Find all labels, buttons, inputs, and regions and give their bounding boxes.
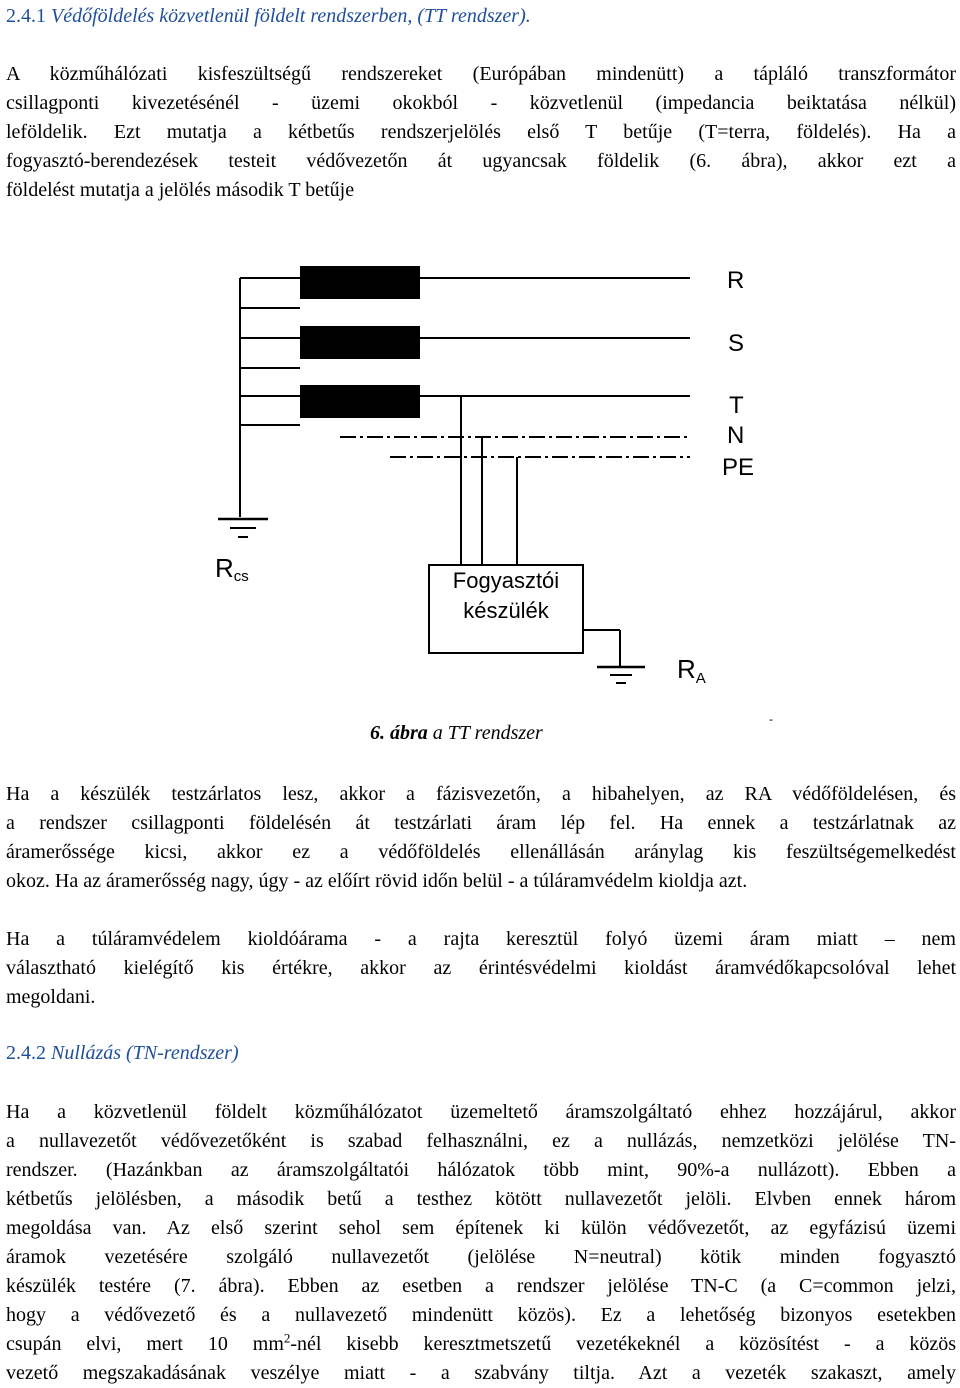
section-number: 2.4.2 — [6, 1042, 46, 1064]
section-heading-2-4-1 — [6, 5, 531, 28]
rcs-label-main: R — [215, 553, 234, 583]
text-line: választható kielégítő kis értékre, akkor az érintésvédelmi kioldást áramvédőkapcsolóval lehet — [6, 957, 956, 979]
text-line: áramok vezetésére szolgáló nullavezetőt (jelölése N=neutral) kötik minden fogyasztó — [6, 1246, 956, 1268]
text-line: A közműhálózati kisfeszültségű rendszereket (Európában mindenütt) a tápláló transzformátor — [6, 63, 956, 85]
transformer-winding — [300, 326, 420, 359]
ra-label-main: R — [677, 654, 696, 684]
text-line: megoldani. — [6, 986, 96, 1008]
device-label-line1: Fogyasztói — [452, 568, 560, 593]
device-label-line2: készülék — [463, 598, 549, 623]
section-number: 2.4.1 — [6, 5, 46, 27]
figure-caption-text: a TT rendszer — [427, 722, 543, 744]
conductor-label-n: N — [727, 422, 745, 449]
text-line: megoldása van. Az első szerint sehol sem építenek ki külön védővezetőt, az egyfázisú üzemi — [6, 1217, 956, 1239]
text-line: fogyasztó-berendezések testeit védővezetőn át ugyancsak földelik (6. ábra), akkor ezt a — [6, 150, 956, 172]
superscript: 2 — [283, 1330, 291, 1346]
text-line: leföldelik. Ezt mutatja a kétbetűs rendszerjelölés első T betűje (T=terra, földelés). Ha a — [6, 121, 956, 143]
text-line: Ha a túláramvédelem kioldóárama - a rajta keresztül folyó üzemi áram miatt – nem — [6, 928, 956, 950]
rcs-label-sub: cs — [233, 568, 249, 585]
text-line: Ha a közvetlenül földelt közműhálózatot üzemeltető áramszolgáltató ehhez hozzájárul, akkor — [6, 1101, 956, 1123]
text-line: vezető megszakadásának veszélye miatt - a szabvány tiltja. Azt a vezeték szakaszt, amely — [6, 1362, 956, 1384]
text-line: rendszer. (Hazánkban az áramszolgáltatói hálózatok több mint, 90%-a nullázott). Ebben a — [6, 1159, 956, 1181]
rcd-paragraph — [6, 925, 956, 1012]
text-line: földelést mutatja a jelölés második T betűje — [6, 179, 355, 201]
rcs-label — [215, 553, 249, 585]
conductor-label-r: R — [727, 267, 745, 294]
text-line: készülék testére (7. ábra). Ebben az esetben a rendszer jelölése TN-C (a C=common jelzi, — [6, 1275, 956, 1297]
figure-caption-number: 6. ábra — [370, 722, 428, 744]
text-line: Ha a készülék testzárlatos lesz, akkor a fázisvezetőn, a hibahelyen, az RA védőföldelésen, és — [6, 783, 956, 805]
text-line: a nullavezetőt védővezetőként is szabad felhasználni, ez a nullázás, nemzetközi jelölése TN- — [6, 1130, 956, 1152]
ra-label — [677, 654, 706, 687]
section-title: Nullázás (TN-rendszer) — [51, 1042, 239, 1064]
section-heading-2-4-2 — [6, 1042, 239, 1065]
tt-system-diagram — [200, 255, 800, 705]
conductor-label-t: T — [729, 392, 744, 419]
text-line — [6, 1330, 956, 1359]
conductor-label-pe: PE — [722, 454, 755, 481]
conductor-label-s: S — [728, 330, 745, 357]
fault-paragraph — [6, 780, 956, 896]
transformer-winding — [300, 385, 420, 418]
text-line: csillagponti kivezetésénél - üzemi okokból - közvetlenül (impedancia beiktatása nélkül) — [6, 92, 956, 114]
stray-mark: - — [769, 712, 773, 726]
text-line: okoz. Ha az áramerősség nagy, úgy - az előírt rövid időn belül - a túláramvédelm kioldja azt. — [6, 870, 748, 892]
figure-caption — [370, 722, 543, 745]
intro-paragraph — [6, 60, 956, 205]
text-line: áramerőssége kicsi, akkor ez a védőföldelés ellenállásán aránylag kis feszültségemelkedést — [6, 841, 956, 863]
text-line: hogy a védővezető és a nullavezető mindenütt közös). Ez a lehetőség bizonyos esetekben — [6, 1304, 956, 1326]
transformer-winding — [300, 266, 420, 299]
tn-paragraph — [6, 1098, 956, 1388]
text-line: a rendszer csillagponti földelésén át testzárlati áram lép fel. Ha ennek a testzárlatnak az — [6, 812, 956, 834]
text-fragment: -nél kisebb keresztmetszetű vezetékeknél a közösítést - a közös — [290, 1333, 956, 1355]
text-line: kétbetűs jelölésben, a második betű a testhez kötött nullavezetőt jelöli. Elvben ennek három — [6, 1188, 956, 1210]
ra-label-sub: A — [695, 670, 706, 687]
text-fragment: csupán elvi, mert 10 mm — [6, 1333, 284, 1355]
section-title: Védőföldelés közvetlenül földelt rendszerben, (TT rendszer). — [51, 5, 531, 27]
